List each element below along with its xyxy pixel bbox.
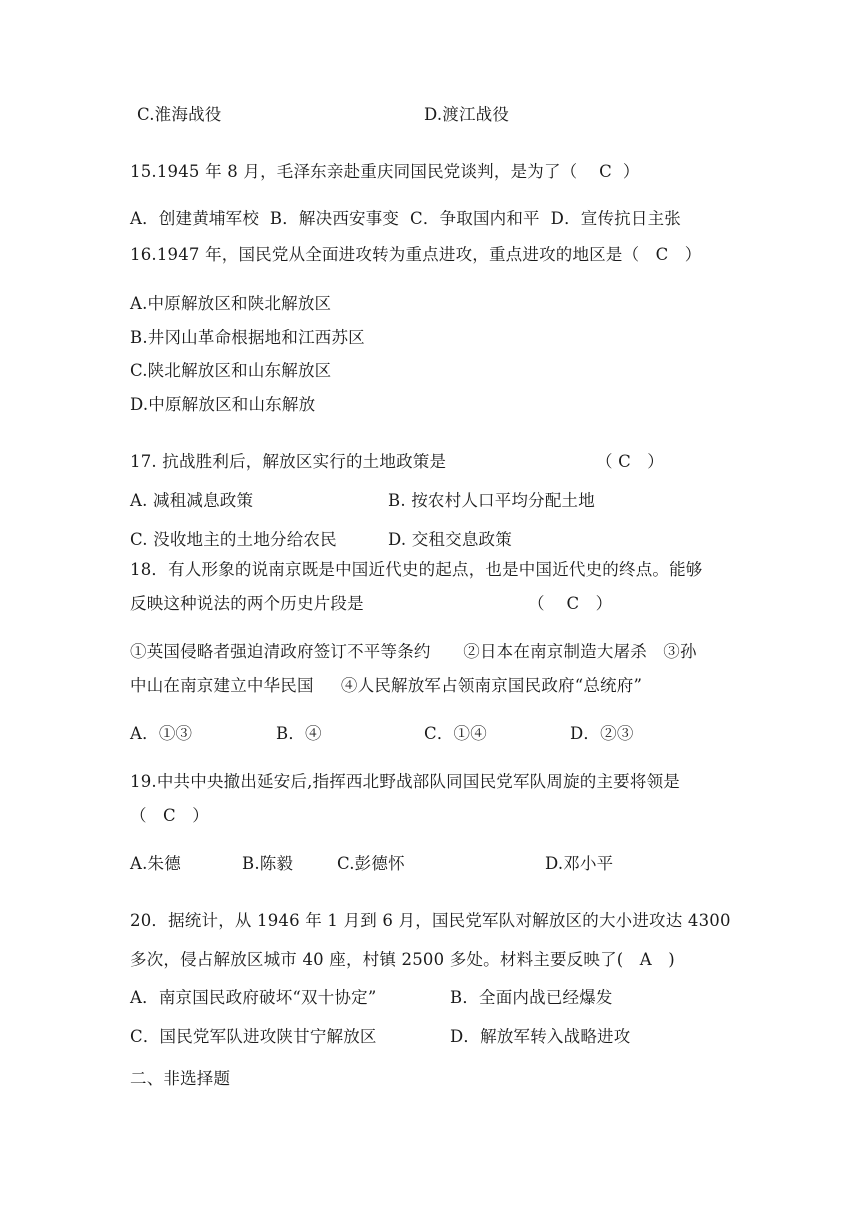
q17-option-a: A. 减租减息政策 xyxy=(130,491,254,510)
q17-option-c: C. 没收地主的土地分给农民 xyxy=(130,530,337,549)
q20-option-c: C．国民党军队进攻陕甘宁解放区 xyxy=(130,1027,377,1046)
q16-stem: 16.1947 年，国民党从全面进攻转为重点进攻，重点进攻的地区是（ C ） xyxy=(130,245,702,264)
q19-stem-line2: （ C ） xyxy=(130,806,209,825)
q19-option-c: C.彭德怀 xyxy=(337,854,405,873)
q20-stem-line1: 20．据统计，从 1946 年 1 月到 6 月，国民党军队对解放区的大小进攻达 4300 xyxy=(130,911,731,930)
q18-option-a: A．①③ xyxy=(130,724,193,743)
q20-option-d: D．解放军转入战略进攻 xyxy=(450,1027,631,1046)
q17-option-d: D. 交租交息政策 xyxy=(388,530,512,549)
q20-stem-line2: 多次，侵占解放区城市 40 座，村镇 2500 多处。材料主要反映了( A ) xyxy=(130,950,675,969)
q16-option-a: A.中原解放区和陕北解放区 xyxy=(130,294,332,313)
q17-answer: （ C ） xyxy=(596,452,665,471)
q19-stem-line1: 19.中共中央撤出延安后,指挥西北野战部队同国民党军队周旋的主要将领是 xyxy=(130,772,680,791)
q15-options: A．创建黄埔军校 B．解决西安事变 C．争取国内和平 D．宣传抗日主张 xyxy=(130,209,681,228)
q14-option-d: D.渡江战役 xyxy=(424,105,510,124)
q18-items-line2: 中山在南京建立中华民国 ④人民解放军占领南京国民政府“总统府” xyxy=(130,676,643,695)
q19-option-b: B.陈毅 xyxy=(242,854,294,873)
q18-option-b: B．④ xyxy=(276,724,322,743)
q18-stem-line1: 18．有人形象的说南京既是中国近代史的起点，也是中国近代史的终点。能够 xyxy=(130,560,703,579)
q16-option-d: D.中原解放区和山东解放 xyxy=(130,395,316,414)
q18-stem-line2: 反映这种说法的两个历史片段是 xyxy=(130,594,364,613)
q18-items-line1: ①英国侵略者强迫清政府签订不平等条约 ②日本在南京制造大屠杀 ③孙 xyxy=(130,642,697,661)
q17-stem: 17. 抗战胜利后，解放区实行的土地政策是 xyxy=(130,452,447,471)
q18-answer: （ C ） xyxy=(528,594,613,613)
q18-option-d: D．②③ xyxy=(570,724,634,743)
q17-option-b: B. 按农村人口平均分配土地 xyxy=(388,491,595,510)
q19-option-d: D.邓小平 xyxy=(545,854,614,873)
q20-option-a: A．南京国民政府破坏“双十协定” xyxy=(130,988,377,1007)
q19-option-a: A.朱德 xyxy=(130,854,181,873)
section-heading: 二、非选择题 xyxy=(130,1069,231,1088)
q15-stem: 15.1945 年 8 月，毛泽东亲赴重庆同国民党谈判，是为了（ C ） xyxy=(130,162,640,181)
q16-option-c: C.陕北解放区和山东解放区 xyxy=(130,361,332,380)
q20-option-b: B．全面内战已经爆发 xyxy=(450,988,613,1007)
q16-option-b: B.井冈山革命根据地和江西苏区 xyxy=(130,328,365,347)
q14-option-c: C.淮海战役 xyxy=(137,105,222,124)
q18-option-c: C．①④ xyxy=(424,724,487,743)
